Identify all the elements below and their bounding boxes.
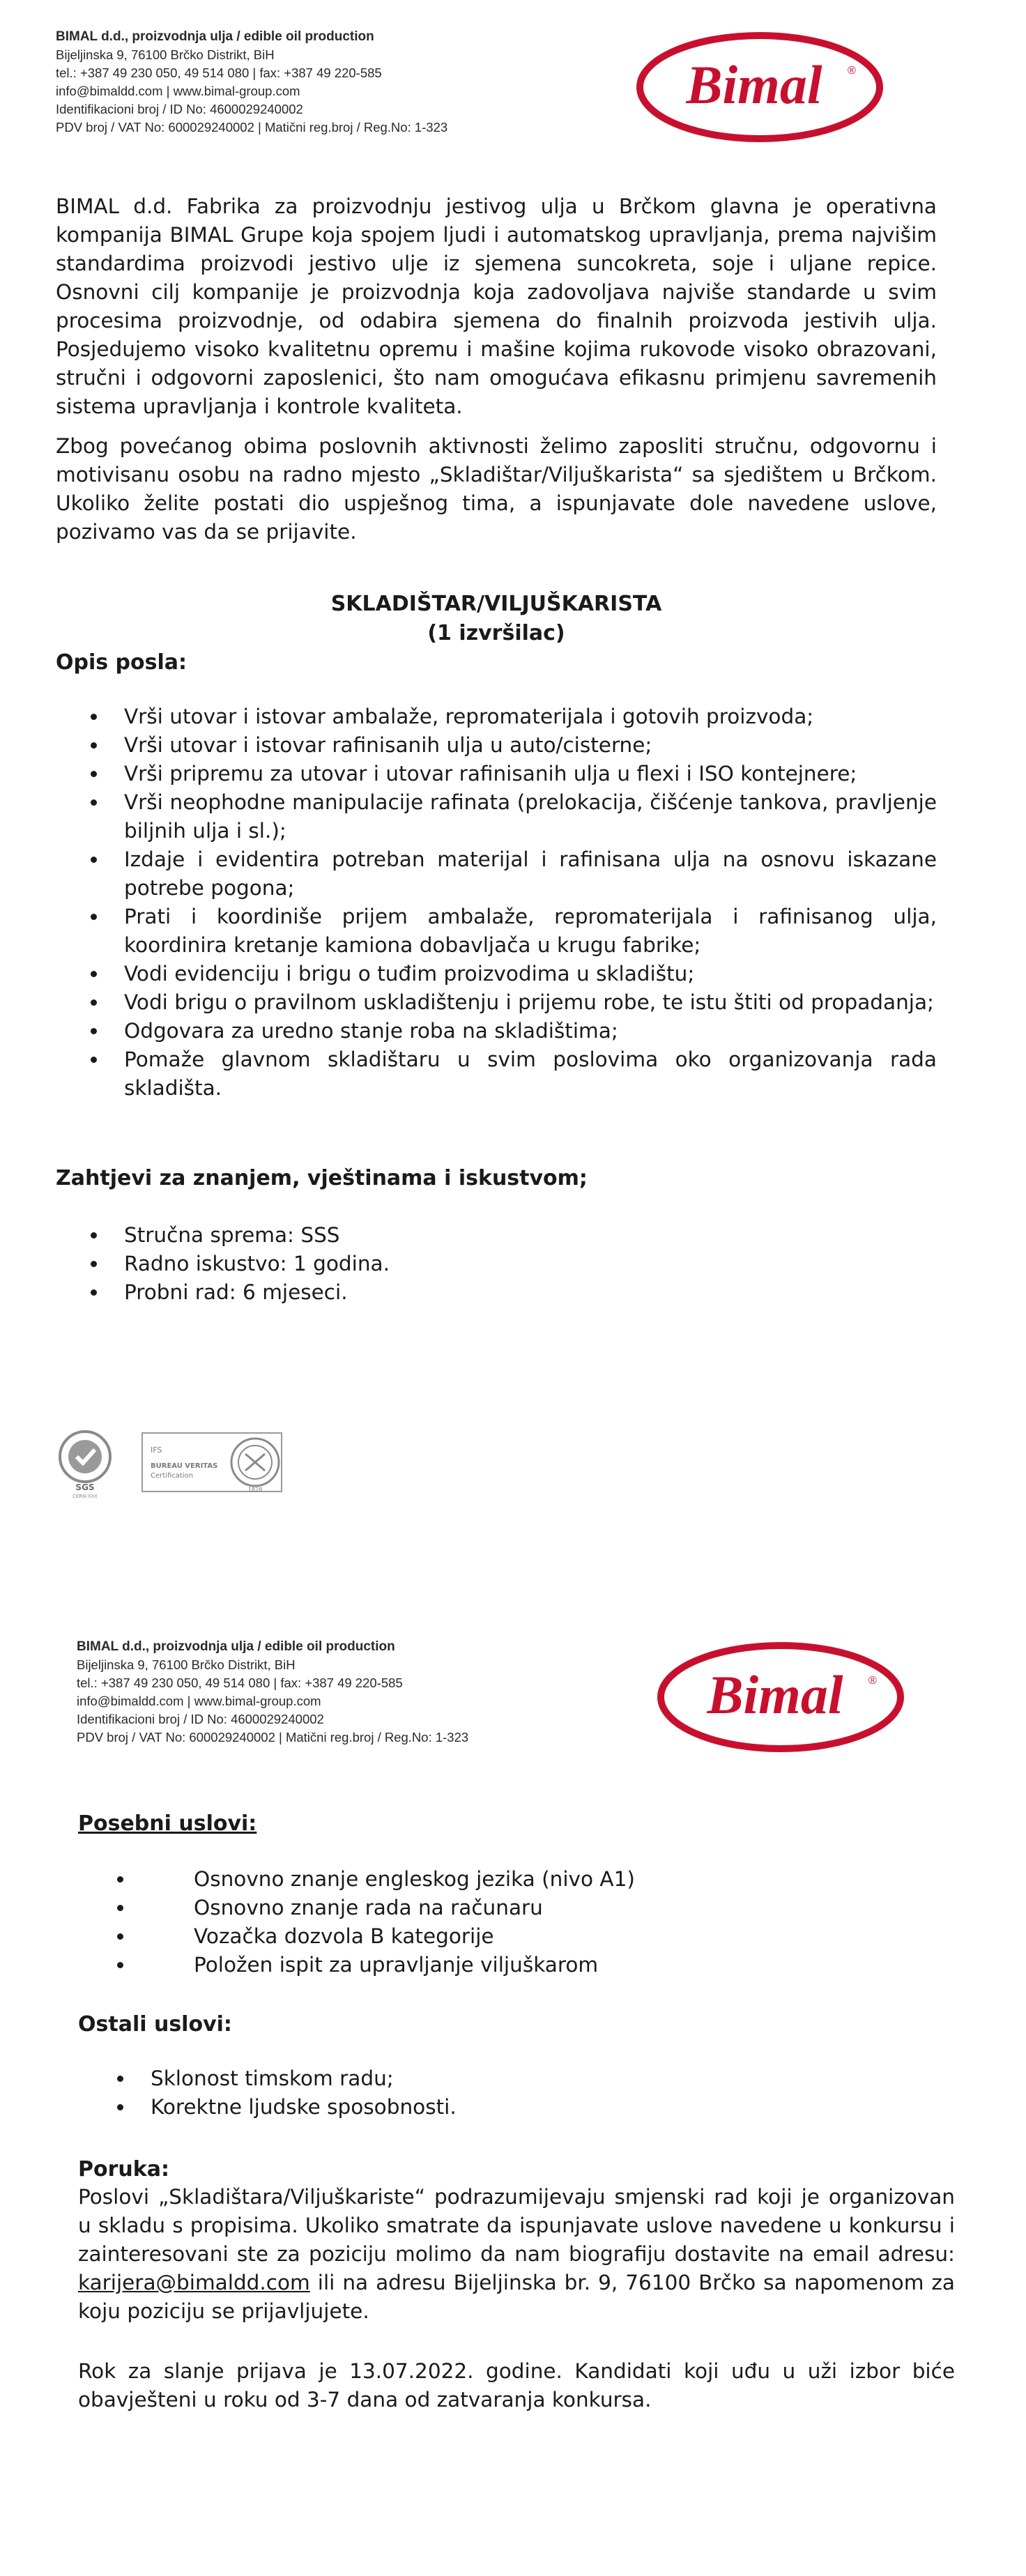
ostali-item <box>117 2093 884 2122</box>
job-title-block <box>56 590 937 648</box>
opis-item <box>91 1045 937 1103</box>
posebni-item-text: Vozačka dozvola B kategorije <box>194 1924 494 1948</box>
section-title-posebni: Posebni uslovi: <box>78 1811 257 1836</box>
logo-text: Bimal <box>686 54 822 115</box>
opis-item <box>91 1017 937 1045</box>
bullet-icon <box>91 742 97 749</box>
bullet-icon <box>91 971 97 977</box>
posebni-item <box>117 1922 884 1951</box>
section-title-poruka: Poruka: <box>78 2157 169 2182</box>
job-title: SKLADIŠTAR/VILJUŠKARISTA <box>330 592 662 616</box>
posebni-item <box>117 1951 884 1979</box>
bullet-icon <box>117 1876 123 1883</box>
job-count: (1 izvršilac) <box>427 621 565 645</box>
company-id: Identifikacioni broj / ID No: 4600029240002 <box>77 1712 324 1726</box>
svg-text:CERN-XXX: CERN-XXX <box>72 1494 98 1498</box>
company-phones: tel.: +387 49 230 050, 49 514 080 | fax: +387 49 220-585 <box>56 66 382 80</box>
ostali-item-text: Korektne ljudske sposobnosti. <box>151 2095 457 2119</box>
opis-item <box>91 988 937 1017</box>
svg-text:SGS: SGS <box>75 1482 95 1492</box>
opis-item <box>91 703 937 731</box>
opis-item-text: Vodi evidenciju i brigu o tuđim proizvodima u skladištu; <box>124 962 695 986</box>
bullet-icon <box>91 1232 97 1239</box>
bullet-icon <box>91 999 97 1006</box>
opis-item <box>91 760 937 788</box>
posebni-item-text: Položen ispit za upravljanje viljuškarom <box>194 1953 599 1977</box>
company-name: BIMAL d.d., proizvodnja ulja / edible oil production <box>56 29 374 44</box>
zahtjevi-item-text: Probni rad: 6 mjeseci. <box>124 1280 348 1304</box>
svg-text:®: ® <box>868 1675 877 1687</box>
logo-text: Bimal <box>707 1664 843 1725</box>
opis-item <box>91 731 937 760</box>
bullet-icon <box>91 1261 97 1267</box>
company-id: Identifikacioni broj / ID No: 4600029240002 <box>56 102 303 116</box>
bullet-icon <box>91 771 97 777</box>
posebni-item <box>117 1894 884 1922</box>
bullet-icon <box>91 799 97 806</box>
company-address: Bijeljinska 9, 76100 Brčko Distrikt, BiH <box>56 47 275 62</box>
opis-item-text: Vrši pripremu za utovar i utovar rafinisanih ulja u flexi i ISO kontejnere; <box>124 762 857 785</box>
bullet-icon <box>117 2076 123 2082</box>
zahtjevi-item <box>91 1250 937 1278</box>
opis-item <box>91 960 937 988</box>
section-title-zahtjevi: Zahtjevi za znanjem, vještinama i iskustvom; <box>56 1166 588 1190</box>
opis-item-text: Vrši utovar i istovar rafinisanih ulja u auto/cisterne; <box>124 733 652 757</box>
bullet-icon <box>91 857 97 863</box>
svg-text:Certification: Certification <box>151 1472 194 1480</box>
email-link[interactable]: karijera@bimaldd.com <box>78 2271 310 2294</box>
bullet-icon <box>91 714 97 720</box>
posebni-item-text: Osnovno znanje engleskog jezika (nivo A1) <box>194 1867 635 1891</box>
opis-list <box>91 703 937 1103</box>
opis-item <box>91 845 937 903</box>
zahtjevi-item <box>91 1221 937 1250</box>
section-title-opis: Opis posla: <box>56 650 187 675</box>
opis-item-text: Vrši utovar i istovar ambalaže, repromaterijala i gotovih proizvoda; <box>124 705 814 728</box>
svg-text:®: ® <box>848 65 856 77</box>
zahtjevi-item-text: Radno iskustvo: 1 godina. <box>124 1252 390 1275</box>
opis-item-text: Odgovara za uredno stanje roba na skladištima; <box>124 1019 618 1043</box>
bullet-icon <box>117 1962 123 1968</box>
company-phones: tel.: +387 49 230 050, 49 514 080 | fax: +387 49 220-585 <box>77 1676 403 1690</box>
ostali-item-text: Sklonost timskom radu; <box>151 2067 394 2090</box>
opis-item-text: Vodi brigu o pravilnom uskladištenju i prijemu robe, te istu štiti od propadanja; <box>124 990 934 1014</box>
opis-item <box>91 788 937 845</box>
bimal-logo <box>636 31 884 146</box>
intro-text <box>56 192 937 558</box>
bullet-icon <box>91 1057 97 1063</box>
poruka-text: Poslovi „Skladištara/Viljuškariste“ podrazumijevaju smjenski rad koji je organizovan u skladu s propisima. Ukoliko smatrate da ispunjavate uslove navedene u konkursu i zainteresovani ste za poziciju molimo da nam biografiju dostavite na email adresu: karijera@bimaldd.com ili na adresu Bijeljinska br. 9, 76100 Brčko sa napomenom za koju poziciju se prijavljujete. <box>78 2185 955 2323</box>
posebni-item <box>117 1865 884 1894</box>
opis-item-text: Vrši neophodne manipulacije rafinata (prelokacija, čišćenje tankova, pravljenje biljnih ulja i sl.); <box>124 790 937 843</box>
svg-text:BUREAU VERITAS: BUREAU VERITAS <box>151 1462 218 1470</box>
zahtjevi-item-text: Stručna sprema: SSS <box>124 1223 340 1247</box>
deadline-text: Rok za slanje prijava je 13.07.2022. godine. Kandidati koji uđu u uži izbor biće obavješteni u roku od 3-7 dana od zatvaranja konkursa. <box>78 2359 955 2412</box>
bullet-icon <box>91 914 97 920</box>
posebni-list <box>117 1865 884 1979</box>
bullet-icon <box>91 1028 97 1034</box>
company-web: info@bimaldd.com | www.bimal-group.com <box>77 1694 321 1708</box>
page-2 <box>0 1289 1026 2576</box>
company-address: Bijeljinska 9, 76100 Brčko Distrikt, BiH <box>77 1657 296 1672</box>
ostali-item <box>117 2064 884 2093</box>
letterhead-address <box>56 28 447 137</box>
opis-item-text: Izdaje i evidentira potreban materijal i rafinisana ulja na osnovu iskazane potrebe pogona; <box>124 848 937 900</box>
intro-paragraph-2: Zbog povećanog obima poslovnih aktivnosti želimo zaposliti stručnu, odgovornu i motivisanu osobu na radno mjesto „Skladištar/Viljuškarista“ sa sjedištem u Brčkom. Ukoliko želite postati dio uspješnog tima, a ispunjavate dole navedene uslove, pozivamo vas da se prijavite. <box>56 434 937 544</box>
bullet-icon <box>117 1933 123 1940</box>
intro-paragraph-1: BIMAL d.d. Fabrika za proizvodnju jestivog ulja u Brčkom glavna je operativna kompanija BIMAL Grupe koja spojem ljudi i automatskog upravljanja, prema najvišim standardima proizvodi jestivo ulje iz sjemena suncokreta, soje i uljane repice. Osnovni cilj kompanije je proizvodnja koja zadovoljava najviše standarde u svim procesima proizvodnje, od odabira sjemena do finalnih proizvoda jestivih ulja. Posjedujemo visoko kvalitetnu opremu i mašine kojima rukovode visoko obrazovani, stručni i odgovorni zaposlenici, što nam omogućava efikasnu primjenu savremenih sistema upravljanja i kontrole kvaliteta. <box>56 194 937 418</box>
company-vat: PDV broj / VAT No: 600029240002 | Matični reg.broj / Reg.No: 1-323 <box>77 1730 469 1745</box>
company-web: info@bimaldd.com | www.bimal-group.com <box>56 84 300 98</box>
bullet-icon <box>117 1905 123 1911</box>
bullet-icon <box>117 2104 123 2110</box>
posebni-item-text: Osnovno znanje rada na računaru <box>194 1896 543 1919</box>
bimal-logo-2 <box>657 1641 905 1756</box>
ostali-list <box>117 2064 884 2122</box>
opis-item <box>91 903 937 960</box>
letterhead-address-2 <box>77 1638 468 1747</box>
svg-text:IFS: IFS <box>151 1446 162 1455</box>
svg-text:1828: 1828 <box>247 1487 263 1493</box>
company-vat: PDV broj / VAT No: 600029240002 | Matični reg.broj / Reg.No: 1-323 <box>56 120 448 135</box>
company-name: BIMAL d.d., proizvodnja ulja / edible oil production <box>77 1639 395 1654</box>
opis-item-text: Prati i koordiniše prijem ambalaže, repromaterijala i rafinisanog ulja, koordinira kretanje kamiona dobavljača u krugu fabrike; <box>124 905 937 957</box>
section-title-ostali: Ostali uslovi: <box>78 2012 232 2037</box>
opis-item-text: Pomaže glavnom skladištaru u svim poslovima oko organizovanja rada skladišta. <box>124 1048 937 1100</box>
